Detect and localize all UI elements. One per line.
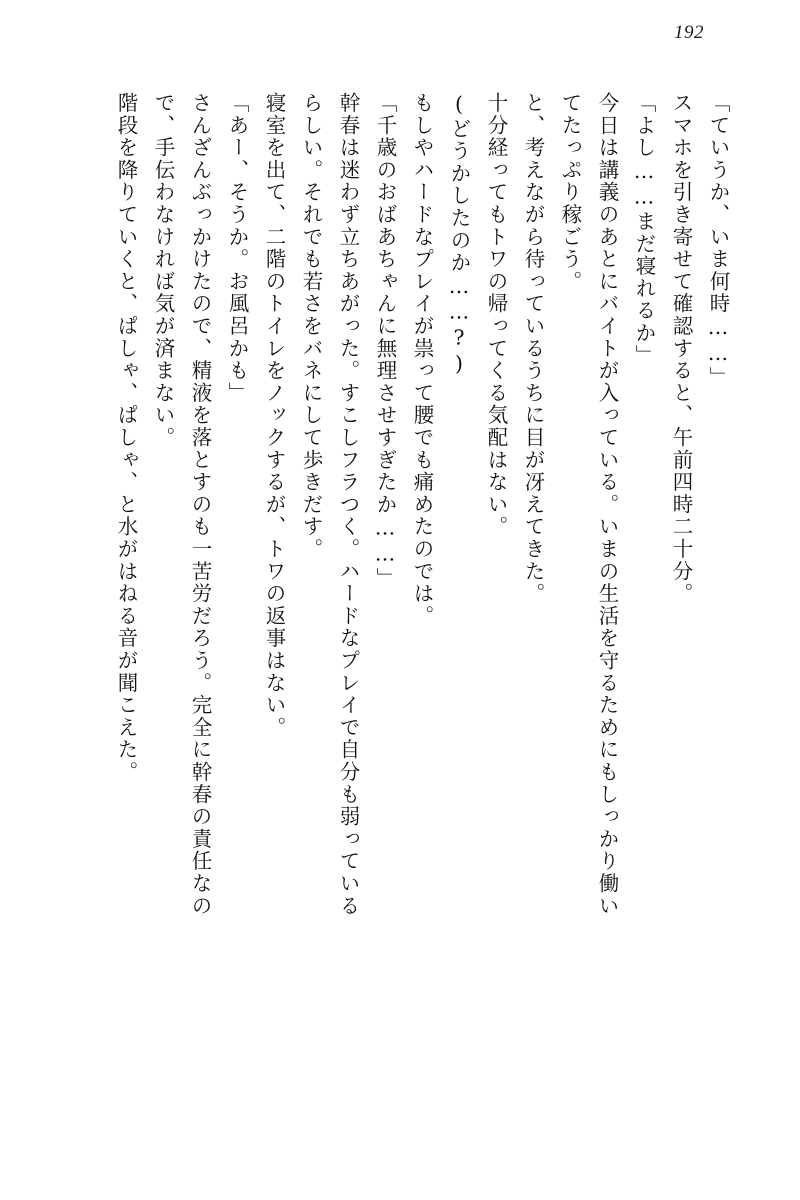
page-number: 192 <box>674 22 704 43</box>
text-line: 「千歳のおばあちゃんに無理させすぎたか……」 <box>373 92 397 590</box>
text-line: で、手伝わなければ気が済まない。 <box>151 92 175 449</box>
text-line: 階段を降りていくと、ぱしゃ、ぱしゃ、と水がはねる音が聞こえた。 <box>114 92 138 784</box>
text-line: 寝室を出て、二階のトイレをノックするが、トワの返事はない。 <box>262 92 286 739</box>
text-line: てたっぷり稼ごう。 <box>558 92 582 293</box>
text-line: と、考えながら待っているうちに目が冴えてきた。 <box>521 92 545 605</box>
text-line: 「よし……まだ寝れるか」 <box>632 92 656 367</box>
text-line: スマホを引き寄せて確認すると、午前四時二十分。 <box>669 92 693 605</box>
text-line: 今日は講義のあとにバイトが入っている。いまの生活を守るためにもしっかり働い <box>595 92 619 918</box>
text-line: (どうかしたのか……?) <box>447 92 471 378</box>
text-line: 幹春は迷わず立ちあがった。すこしフラつく。ハードなプレイで自分も弱っている <box>336 92 360 918</box>
text-line: もしやハードなプレイが祟って腰でも痛めたのでは。 <box>410 92 434 628</box>
text-line: らしい。それでも若さをバネにして歩きだす。 <box>299 92 323 561</box>
text-line: 「あー、そうか。お風呂かも」 <box>225 92 249 405</box>
vertical-text-body <box>60 92 728 1130</box>
text-line: 十分経ってもトワの帰ってくる気配はない。 <box>484 92 508 538</box>
text-line: 「ていうか、いま何時……」 <box>706 92 730 389</box>
text-line: さんざんぶっかけたので、精液を落とすのも一苦労だろう。完全に幹春の責任なの <box>188 92 212 918</box>
